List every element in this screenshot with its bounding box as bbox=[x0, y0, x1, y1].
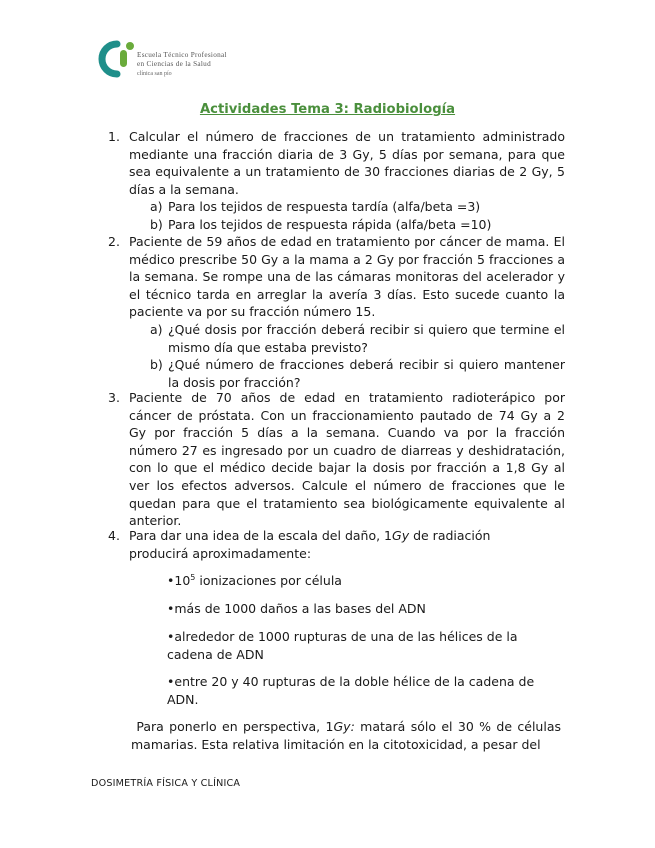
bullet-text: entre 20 y 40 rupturas de la doble hélice de la cadena de ADN. bbox=[167, 674, 535, 707]
logo-mark-icon bbox=[97, 38, 139, 80]
logo-line-3: clínica san pío bbox=[137, 71, 172, 77]
bullet-prefix: • bbox=[167, 674, 175, 689]
bullet-prefix: •10 bbox=[167, 573, 191, 588]
sub-text: ¿Qué dosis por fracción deberá recibir si quiero que termine el mismo día que estaba previsto? bbox=[168, 322, 565, 355]
item-number: 1. bbox=[108, 129, 120, 144]
page-title: Actividades Tema 3: Radiobiología bbox=[199, 102, 456, 117]
logo-text bbox=[137, 51, 227, 79]
page-footer: DOSIMETRÍA FÍSICA Y CLÍNICA bbox=[91, 778, 241, 789]
unit-gy: Gy bbox=[392, 528, 410, 543]
sub-label: a) bbox=[150, 322, 163, 337]
item-text-after: de radiación producirá aproximadamente: bbox=[129, 528, 491, 561]
item-number: 2. bbox=[108, 234, 120, 249]
closing-before: Para ponerlo en perspectiva, 1 bbox=[136, 719, 334, 734]
item-text-before: Para dar una idea de la escala del daño, 1 bbox=[129, 528, 393, 543]
bullet-text: más de 1000 daños a las bases del ADN bbox=[174, 601, 426, 616]
sub-text: ¿Qué número de fracciones deberá recibir si quiero mantener la dosis por fracción? bbox=[168, 357, 565, 390]
item-text: Calcular el número de fracciones de un tratamiento administrado mediante una fracción diaria de 3 Gy, 5 días por semana, para que sea equivalente a un tratamiento de 30 fracciones diarias de 2 Gy, 5 días a la semana. bbox=[129, 129, 565, 197]
logo-line-2: en Ciencias de la Salud bbox=[137, 60, 211, 68]
sub-label: b) bbox=[150, 357, 163, 372]
bullet-prefix: • bbox=[167, 601, 175, 616]
bullet-item-2 bbox=[167, 600, 547, 618]
bullet-item-1 bbox=[167, 572, 547, 590]
bullet-item-4 bbox=[167, 673, 552, 708]
closing-paragraph bbox=[131, 718, 561, 753]
bullet-text: ionizaciones por célula bbox=[195, 573, 342, 588]
item-text: Paciente de 59 años de edad en tratamiento por cáncer de mama. El médico prescribe 50 Gy a la mama a 2 Gy por fracción 5 fracciones a la semana. Se rompe una de las cámaras monitoras del acelerador y el técnico tarda en arreglar la avería 3 días. Esto sucede cuanto la paciente va por su fracción número 15. bbox=[129, 234, 565, 320]
sub-label: b) bbox=[150, 217, 163, 232]
bullet-item-3 bbox=[167, 628, 542, 663]
logo-line-1: Escuela Técnico Profesional bbox=[137, 51, 227, 59]
closing-after: matará sólo el 30 % de células mamarias. Esta relativa limitación en la citotoxicidad, a pesar del bbox=[131, 719, 561, 752]
sub-text: Para los tejidos de respuesta rápida (alfa/beta =10) bbox=[168, 217, 492, 232]
sub-label: a) bbox=[150, 199, 163, 214]
school-logo bbox=[97, 38, 267, 80]
bullet-text: alrededor de 1000 rupturas de una de las hélices de la cadena de ADN bbox=[167, 629, 518, 662]
item-text: Paciente de 70 años de edad en tratamiento radioterápico por cáncer de próstata. Con un fraccionamiento pautado de 74 Gy a 2 Gy por fracción 5 días a la semana. Cuando va por la fracción número 27 es ingresado por un cuadro de diarreas y deshidratación, con lo que el médico decide bajar la dosis por fracción a 1,8 Gy al ver los efectos adversos. Calcule el número de fracciones que le quedan para que el tratamiento sea biológicamente equivalente al anterior. bbox=[129, 390, 565, 529]
sub-text: Para los tejidos de respuesta tardía (alfa/beta =3) bbox=[168, 199, 481, 214]
item-number: 3. bbox=[108, 390, 120, 405]
closing-unit: Gy: bbox=[333, 719, 355, 734]
item-number: 4. bbox=[108, 528, 120, 543]
bullet-prefix: • bbox=[167, 629, 175, 644]
item-text bbox=[129, 527, 529, 562]
bullet-superscript: 5 bbox=[190, 572, 196, 582]
